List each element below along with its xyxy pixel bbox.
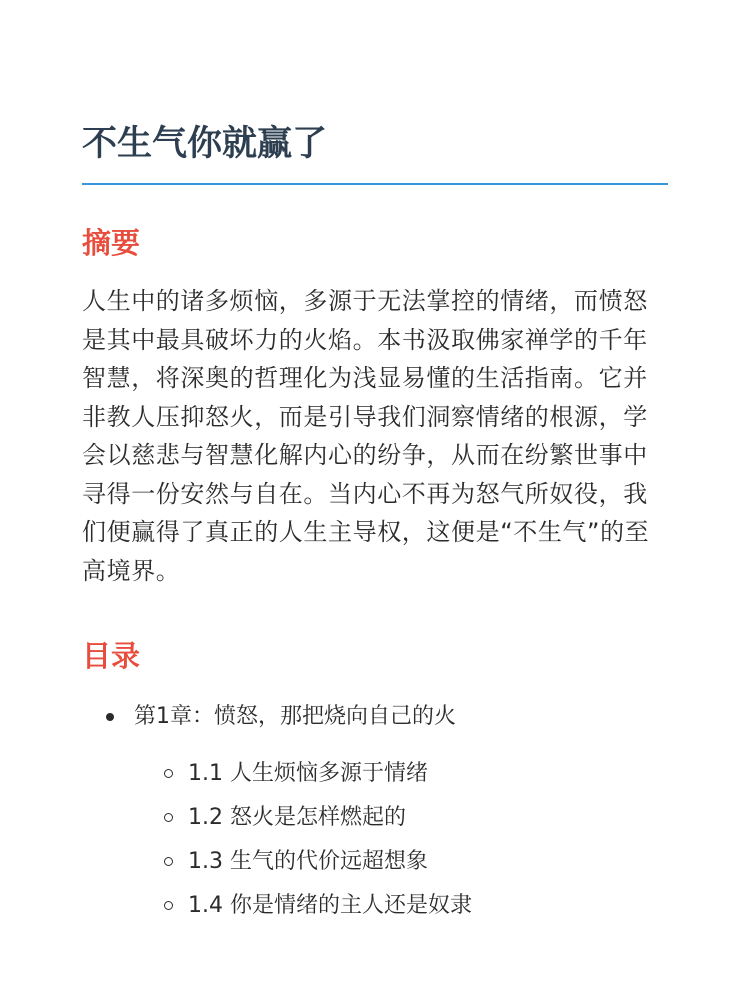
circle-bullet-icon <box>164 901 173 910</box>
abstract-heading: 摘要 <box>82 226 141 260</box>
toc-section-item <box>164 889 472 923</box>
toc-section-item <box>164 845 428 879</box>
toc-section-label: 1.1 人生烦恼多源于情绪 <box>188 761 428 786</box>
circle-bullet-icon <box>164 857 173 866</box>
abstract-text: 人生中的诸多烦恼，多源于无法掌控的情绪，而愤怒是其中最具破坏力的火焰。本书汲取佛家禅学的千年智慧，将深奥的哲理化为浅显易懂的生活指南。它并非教人压抑怒火，而是引导我们洞察情绪的根源，学会以慈悲与智慧化解内心的纷争，从而在纷繁世事中寻得一份安然与自在。当内心不再为怒气所奴役，我们便赢得了真正的人生主导权，这便是“不生气”的至高境界。 <box>82 287 650 585</box>
toc-section-item <box>164 801 406 835</box>
toc-heading: 目录 <box>82 639 141 673</box>
bullet-icon <box>106 713 114 721</box>
toc-section-item <box>164 757 428 791</box>
toc-section-label: 1.4 你是情绪的主人还是奴隶 <box>188 893 472 918</box>
title-divider <box>82 183 668 185</box>
toc-section-label: 1.2 怒火是怎样燃起的 <box>188 805 406 830</box>
circle-bullet-icon <box>164 813 173 822</box>
toc-chapter-item <box>114 700 456 734</box>
circle-bullet-icon <box>164 769 173 778</box>
page-title: 不生气你就赢了 <box>82 124 328 164</box>
toc-section-label: 1.3 生气的代价远超想象 <box>188 849 428 874</box>
toc-chapter-label: 第1章：愤怒，那把烧向自己的火 <box>134 704 456 729</box>
